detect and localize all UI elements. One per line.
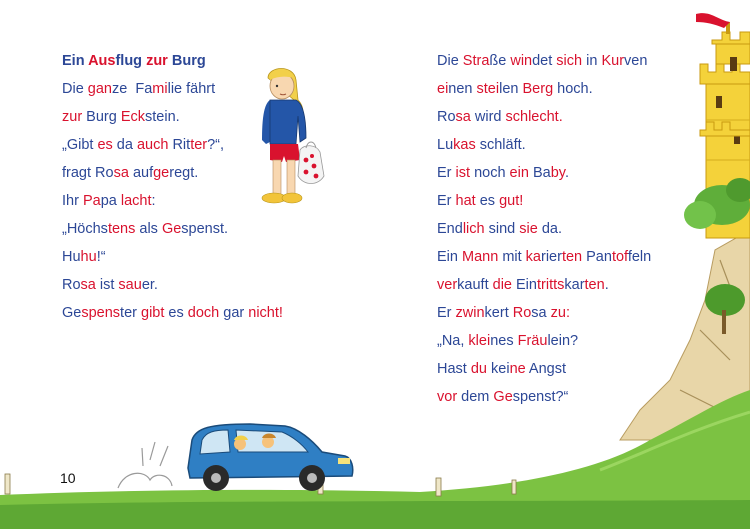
syllable: stein. bbox=[145, 109, 180, 125]
text-line bbox=[437, 47, 677, 75]
blue-car-icon bbox=[188, 424, 353, 491]
syllable: ?“, bbox=[207, 137, 225, 153]
syllable: Ge bbox=[161, 221, 182, 237]
syllable: tens bbox=[107, 221, 140, 237]
text-line bbox=[437, 243, 677, 271]
text-line bbox=[437, 327, 677, 355]
syllable: gan bbox=[87, 81, 112, 97]
text-line bbox=[437, 159, 677, 187]
text-line bbox=[437, 103, 677, 131]
syllable: lacht bbox=[120, 193, 152, 209]
syllable: dem bbox=[461, 389, 494, 405]
syllable: Die bbox=[437, 53, 463, 69]
syllable: ver bbox=[437, 277, 458, 293]
syllable: es bbox=[168, 305, 188, 321]
syllable: stei bbox=[476, 81, 500, 97]
syllable: regt bbox=[169, 165, 195, 181]
text-line bbox=[437, 299, 677, 327]
syllable: Ba bbox=[532, 165, 551, 181]
syllable: nicht! bbox=[248, 305, 283, 321]
syllable: Ge bbox=[62, 305, 82, 321]
syllable: fragt Ro bbox=[62, 165, 114, 181]
syllable: ei bbox=[437, 81, 449, 97]
syllable: Angst bbox=[528, 361, 567, 377]
text-line bbox=[437, 75, 677, 103]
syllable: da bbox=[116, 137, 137, 153]
syllable: Fräu bbox=[517, 333, 548, 349]
syllable: mi bbox=[152, 81, 168, 97]
syllable: by bbox=[550, 165, 565, 181]
text-line bbox=[62, 75, 312, 103]
syllable: zur bbox=[62, 109, 87, 125]
syllable: spenst. bbox=[181, 221, 229, 237]
text-line bbox=[62, 131, 312, 159]
syllable: Stra bbox=[462, 53, 490, 69]
syllable: Hu bbox=[62, 249, 81, 265]
syllable: kei bbox=[491, 361, 510, 377]
text-line bbox=[437, 131, 677, 159]
syllable: doch bbox=[187, 305, 224, 321]
syllable: spens bbox=[81, 305, 121, 321]
syllable: auf bbox=[132, 165, 154, 181]
syllable: sie bbox=[519, 221, 542, 237]
syllable: len bbox=[499, 81, 523, 97]
syllable: es bbox=[479, 193, 500, 209]
syllable: lich bbox=[462, 221, 489, 237]
syllable: tof bbox=[611, 249, 628, 265]
syllable: sind bbox=[488, 221, 520, 237]
syllable: Eck bbox=[120, 109, 146, 125]
syllable: vor bbox=[437, 389, 462, 405]
text-line bbox=[62, 271, 312, 299]
syllable: hoch. bbox=[557, 81, 593, 97]
syllable: kas bbox=[453, 137, 480, 153]
syllable: „Gibt bbox=[62, 137, 98, 153]
syllable: Lu bbox=[437, 137, 454, 153]
syllable: klei bbox=[468, 333, 491, 349]
syllable: spenst?“ bbox=[512, 389, 569, 405]
syllable: ka bbox=[525, 249, 541, 265]
syllable: Ein bbox=[516, 277, 537, 293]
syllable: ist bbox=[455, 165, 475, 181]
syllable: ven bbox=[624, 53, 648, 69]
syllable: in bbox=[586, 53, 602, 69]
syllable: nen bbox=[448, 81, 477, 97]
syllable: ist bbox=[99, 277, 119, 293]
syllable: schlecht. bbox=[505, 109, 563, 125]
syllable: Burg bbox=[86, 109, 121, 125]
syllable: pa bbox=[100, 193, 121, 209]
syllable: lein? bbox=[547, 333, 579, 349]
syllable: die bbox=[492, 277, 517, 293]
text-line bbox=[62, 243, 312, 271]
text-line bbox=[62, 299, 312, 327]
syllable: sa bbox=[455, 109, 475, 125]
syllable: „Höchs bbox=[62, 221, 108, 237]
syllable: gut! bbox=[499, 193, 524, 209]
syllable: feln bbox=[627, 249, 652, 265]
syllable: kar bbox=[564, 277, 585, 293]
syllable: noch bbox=[474, 165, 510, 181]
syllable: sau bbox=[118, 277, 142, 293]
syllable: Die bbox=[62, 81, 88, 97]
syllable: zwin bbox=[455, 305, 485, 321]
left-text-column bbox=[62, 47, 312, 327]
syllable: Er bbox=[437, 305, 456, 321]
syllable: ze Fa bbox=[112, 81, 153, 97]
syllable: kert bbox=[484, 305, 513, 321]
story-title bbox=[62, 47, 312, 75]
syllable: da. bbox=[541, 221, 562, 237]
syllable: „Na, bbox=[437, 333, 469, 349]
syllable: ter bbox=[120, 305, 141, 321]
syllable: ter bbox=[190, 137, 208, 153]
syllable: Ein bbox=[437, 249, 462, 265]
syllable: wird bbox=[474, 109, 506, 125]
syllable: zu: bbox=[550, 305, 570, 321]
syllable: Aus bbox=[88, 53, 116, 69]
syllable: gar bbox=[223, 305, 249, 321]
syllable: . bbox=[564, 165, 569, 181]
text-line bbox=[62, 159, 312, 187]
syllable: End bbox=[437, 221, 463, 237]
syllable: Hast bbox=[437, 361, 471, 377]
syllable: Pa bbox=[82, 193, 101, 209]
text-line bbox=[437, 187, 677, 215]
right-text-column bbox=[437, 47, 677, 411]
syllable: . bbox=[194, 165, 199, 181]
syllable: Ro bbox=[437, 109, 456, 125]
syllable: du bbox=[470, 361, 492, 377]
syllable: win bbox=[510, 53, 533, 69]
syllable: sa bbox=[80, 277, 100, 293]
syllable: hat bbox=[455, 193, 480, 209]
syllable: kauft bbox=[457, 277, 493, 293]
syllable: er. bbox=[141, 277, 158, 293]
text-line bbox=[437, 215, 677, 243]
syllable: Er bbox=[437, 193, 456, 209]
syllable: zur bbox=[146, 53, 172, 69]
syllable: Ro bbox=[512, 305, 532, 321]
text-line bbox=[437, 355, 677, 383]
syllable: rier bbox=[541, 249, 562, 265]
syllable: . bbox=[604, 277, 609, 293]
syllable: nes bbox=[490, 333, 518, 349]
text-line bbox=[437, 383, 677, 411]
syllable: Burg bbox=[171, 53, 206, 69]
syllable: sa bbox=[531, 305, 551, 321]
syllable: mit bbox=[502, 249, 526, 265]
syllable: ne bbox=[509, 361, 529, 377]
syllable: Ein bbox=[62, 53, 89, 69]
syllable: lie fährt bbox=[167, 81, 216, 97]
syllable: ten bbox=[561, 249, 587, 265]
text-line bbox=[62, 215, 312, 243]
syllable: Rit bbox=[172, 137, 191, 153]
syllable: auch bbox=[136, 137, 173, 153]
syllable: Kur bbox=[601, 53, 625, 69]
syllable: ße bbox=[489, 53, 511, 69]
page-number: 10 bbox=[60, 470, 76, 486]
text-line bbox=[62, 103, 312, 131]
exhaust-cloud-icon bbox=[118, 442, 172, 488]
syllable: Ro bbox=[62, 277, 81, 293]
syllable: tritts bbox=[536, 277, 565, 293]
syllable: schläft. bbox=[479, 137, 526, 153]
syllable: flug bbox=[115, 53, 147, 69]
syllable: Mann bbox=[462, 249, 503, 265]
syllable: als bbox=[139, 221, 162, 237]
syllable: Ihr bbox=[62, 193, 83, 209]
syllable: Pan bbox=[586, 249, 612, 265]
syllable: gibt bbox=[141, 305, 169, 321]
text-line bbox=[437, 271, 677, 299]
syllable: det bbox=[532, 53, 557, 69]
syllable: ten bbox=[584, 277, 605, 293]
syllable: sich bbox=[556, 53, 587, 69]
syllable: ge bbox=[153, 165, 170, 181]
syllable: ein bbox=[509, 165, 533, 181]
syllable: es bbox=[97, 137, 117, 153]
syllable: : bbox=[151, 193, 156, 209]
syllable: Ge bbox=[493, 389, 513, 405]
syllable: Er bbox=[437, 165, 456, 181]
syllable: hu bbox=[80, 249, 97, 265]
syllable: sa bbox=[113, 165, 133, 181]
text-line bbox=[62, 187, 312, 215]
syllable: !“ bbox=[96, 249, 106, 265]
syllable: Berg bbox=[522, 81, 558, 97]
